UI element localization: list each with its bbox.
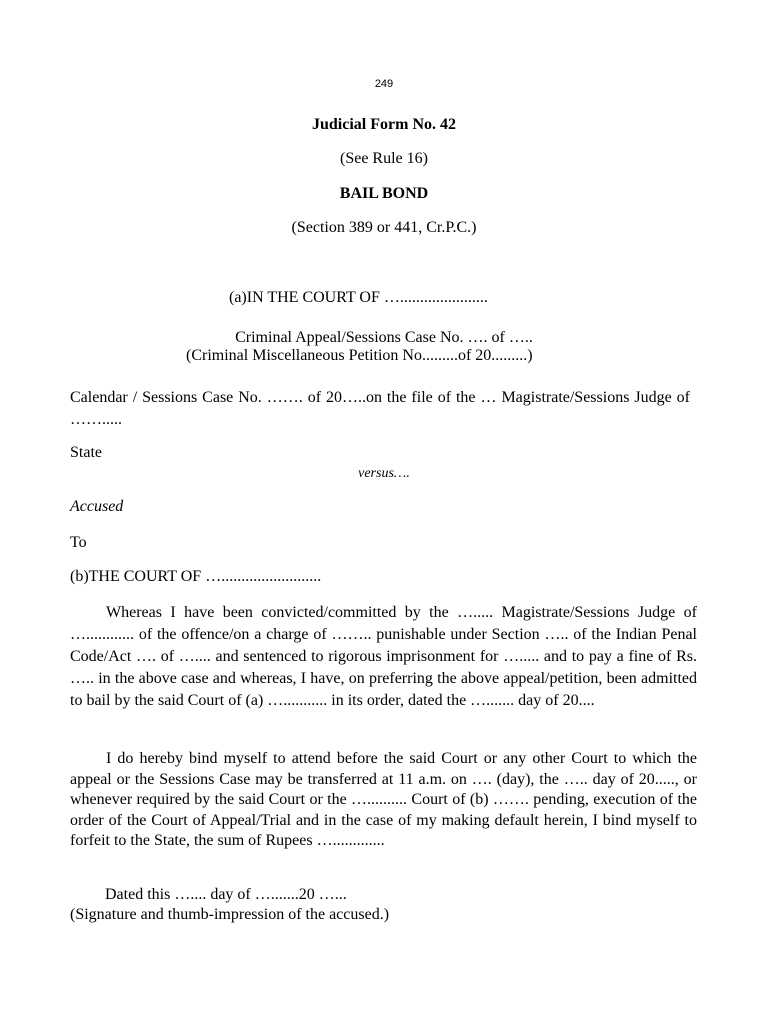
- see-rule: (See Rule 16): [340, 150, 428, 167]
- accused-label: Accused: [70, 498, 124, 515]
- court-a-line: (a)IN THE COURT OF …......................: [229, 289, 488, 306]
- paragraph-bind-myself: I do hereby bind myself to attend before the said Court or any other Court to which the appeal or the Sessions Case may be transferred at 11 a.m. on …. (day), the ….. day of 20....., or whenever required by the said Court or the ….......... Court of (b) ……. pending, execution of the order of the Court of Appeal/Trial and in the case of my making default herein, I bind myself to forfeit to the State, the sum of Rupees ….............: [70, 750, 697, 849]
- dated-line: Dated this ….... day of ….......20 …...: [105, 886, 347, 903]
- paragraph-whereas: Whereas I have been convicted/committed by the …..... Magistrate/Sessions Judge of …............ of the offence/on a charge of …….. punishable under Section ….. of the Indian Penal Code/Act …. of ….... and sentenced to rigorous imprisonment for …..... and to pay a fine of Rs. ….. in the above case and whereas, I have, on preferring the above appeal/petition, been admitted to bail by the said Court of (a) …........... in its order, dated the …....... day of 20....: [70, 604, 697, 709]
- misc-petition-line: (Criminal Miscellaneous Petition No.........of 20.........): [186, 347, 533, 364]
- form-title: Judicial Form No. 42: [312, 116, 456, 133]
- versus-label: versus….: [358, 466, 410, 481]
- calendar-case-line: Calendar / Sessions Case No. ……. of 20…..on the file of the … Magistrate/Sessions Judge of …….....: [70, 389, 690, 428]
- court-b-line: (b)THE COURT OF ….........................: [70, 568, 322, 585]
- signature-line: (Signature and thumb-impression of the accused.): [70, 906, 390, 923]
- to-label: To: [70, 534, 87, 551]
- criminal-appeal-line: Criminal Appeal/Sessions Case No. …. of …..: [235, 329, 533, 346]
- state-label: State: [70, 444, 102, 461]
- page-number: 249: [374, 78, 394, 90]
- section-reference: (Section 389 or 441, Cr.P.C.): [291, 219, 477, 236]
- form-name: BAIL BOND: [339, 185, 429, 202]
